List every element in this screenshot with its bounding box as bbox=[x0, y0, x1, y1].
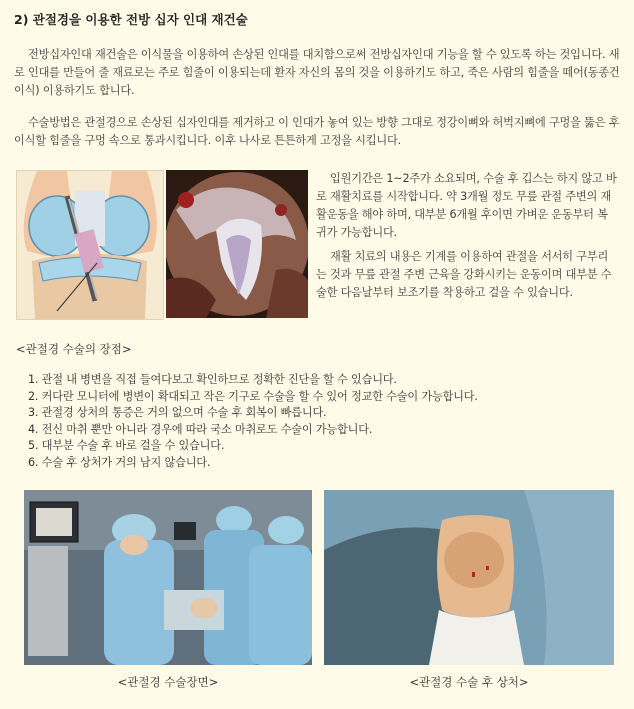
surgery-scene-caption: <관절경 수술장면> bbox=[117, 675, 219, 689]
knee-ligament-illustration bbox=[16, 170, 164, 320]
advantages-list bbox=[28, 372, 478, 471]
list-item: 2. 커다란 모니터에 병변이 확대되고 작은 기구로 수술을 할 수 있어 정교한 수술이 가능합니다. bbox=[28, 389, 478, 403]
rehab-paragraph: 재활 치료의 내용은 기계를 이용하여 관절을 서서히 구부리는 것과 무릎 관절 주변 근육을 강화시키는 운동이며 대부분 수술한 다음날부터 보조기를 착용하고 걸을 수 있습니다. bbox=[316, 250, 612, 299]
hospital-paragraph: 입원기간은 1~2주가 소요되며, 수술 후 깁스는 하지 않고 바로 재활치료를 시작합니다. 약 3개월 정도 무릎 관절 주변의 재활운동을 해야 하며, 대부분 6개월 후이면 가벼운 운동부터 복귀가 가능합니다. bbox=[316, 172, 617, 239]
list-item: 4. 전신 마취 뿐만 아니라 경우에 따라 국소 마취로도 수술이 가능합니다. bbox=[28, 422, 373, 436]
arthroscopic-view-image bbox=[166, 170, 308, 318]
surgery-scene-photo bbox=[24, 490, 312, 665]
list-item: 3. 관절경 상처의 통증은 거의 없으며 수술 후 회복이 빠릅니다. bbox=[28, 406, 327, 419]
list-item: 1. 관절 내 병변을 직접 들여다보고 확인하므로 정확한 진단을 할 수 있습니다. bbox=[28, 373, 397, 386]
list-item: 5. 대부분 수술 후 바로 걸을 수 있습니다. bbox=[28, 439, 225, 452]
advantages-heading: <관절경 수술의 장점> bbox=[16, 342, 132, 356]
method-paragraph: 수술방법은 관절경으로 손상된 십자인대를 제거하고 이 인대가 놓여 있는 방향 그대로 정강이뼈와 허벅지뼈에 구멍을 뚫은 후 이식할 힘줄을 구멍 속으로 통과시킵니다. 이후 나사로 튼튼하게 고정을 시킵니다. bbox=[14, 116, 620, 147]
intro-paragraph: 전방십자인대 재건술은 이식물을 이용하여 손상된 인대를 대치함으로써 전방십자인대 기능을 할 수 있도록 하는 것입니다. 새로 인대를 만들어 줄 재료로는 주로 힘줄이 이용되는데 환자 자신의 몸의 것을 이용하기도 하고, 죽은 사람의 힘줄을 떼어(동종건이식) 이용하기도 합니다. bbox=[14, 48, 620, 97]
post-surgery-wound-caption: <관절경 수술 후 상처> bbox=[409, 675, 529, 689]
page-title: 2) 관절경을 이용한 전방 십자 인대 재건술 bbox=[14, 12, 248, 27]
post-surgery-wound-photo bbox=[324, 490, 614, 665]
list-item: 6. 수술 후 상처가 거의 남지 않습니다. bbox=[28, 455, 211, 469]
